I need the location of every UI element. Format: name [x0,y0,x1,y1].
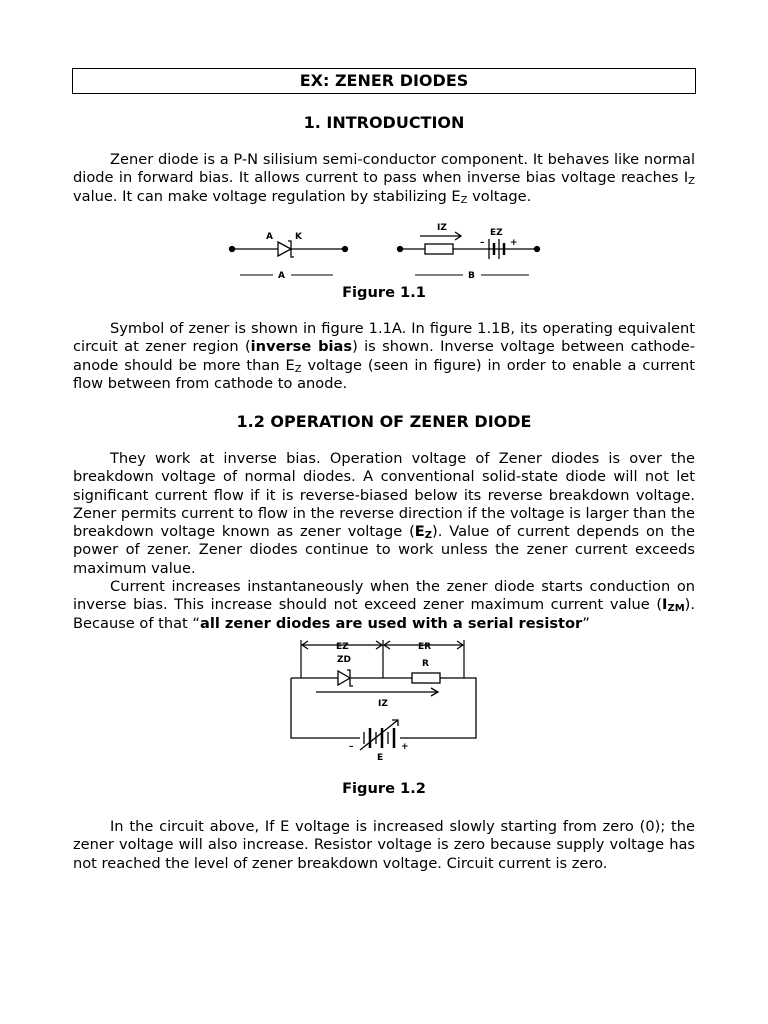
label-cathode: K [295,232,302,242]
document-title: EX: ZENER DIODES [72,68,696,94]
label-minus: – [480,238,485,248]
label-plus: + [510,238,518,248]
operation-paragraph-2: Current increases instantaneously when the zener diode starts conduction on inverse bias. This increase should not exceed zener maximum current value $(I_{ZM})$. Because of that “all zener diodes are used with a serial resistor” [73,578,695,632]
label-r: R [422,659,429,669]
variable-battery-e [360,720,398,750]
section-heading-introduction: 1. INTRODUCTION [303,113,465,132]
label-plus: + [401,742,409,752]
equivalent-circuit-b [398,232,540,259]
figure-1-2-caption: Figure 1.2 [342,780,426,797]
label-zd: ZD [337,655,351,665]
zener-symbol-a [230,241,348,257]
intro-paragraph-1: Zener diode is a P-N silisium semi-conductor component. It behaves like normal diode in forward bias. It allows current to pass when inverse bias voltage reaches $I_Z$ value. It can make voltage regulation by stabilizing $E_Z$ voltage. [73,151,695,206]
figure-1-1-diagram [225,222,565,282]
figure-1-2-circuit [288,636,488,766]
intro-paragraph-2: Symbol of zener is shown in figure 1.1A. In figure 1.1B, its operating equivalent circuit at zener region (inverse bias) is shown. Inverse voltage between cathode-anode should be more than $E_Z$ voltage (seen in figure) in order to enable a current flow between from cathode to anode. [73,320,695,392]
label-iz: IZ [437,223,447,233]
label-er: ER [418,642,432,652]
label-ez: EZ [336,642,349,652]
section-heading-operation: 1.2 OPERATION OF ZENER DIODE [236,412,532,431]
label-ez: EZ [490,228,503,238]
label-iz: IZ [378,699,388,709]
operation-paragraph-3: In the circuit above, If E voltage is increased slowly starting from zero (0); the zener voltage will also increase. Resistor voltage is zero because supply voltage has not reached the level of zener breakdown voltage. Circuit current is zero. [73,818,695,872]
label-e: E [377,753,384,763]
sub-label-a: A [278,271,285,281]
label-anode: A [266,232,273,242]
figure-1-1-caption: Figure 1.1 [342,284,426,301]
operation-paragraph-1: They work at inverse bias. Operation voltage of Zener diodes is over the breakdown voltage of normal diodes. A conventional solid-state diode will not let significant current flow if it is reverse-biased below its reverse breakdown voltage. Zener permits current to flow in the reverse direction if the voltage is larger than the breakdown voltage known as zener voltage $(E_Z)$. Value of current depends on the power of zener. Zener diodes continue to work unless the zener current exceeds maximum value. [73,450,695,577]
label-minus: – [349,742,354,752]
voltage-measure-lines [301,640,464,678]
sub-label-b: B [468,271,475,281]
